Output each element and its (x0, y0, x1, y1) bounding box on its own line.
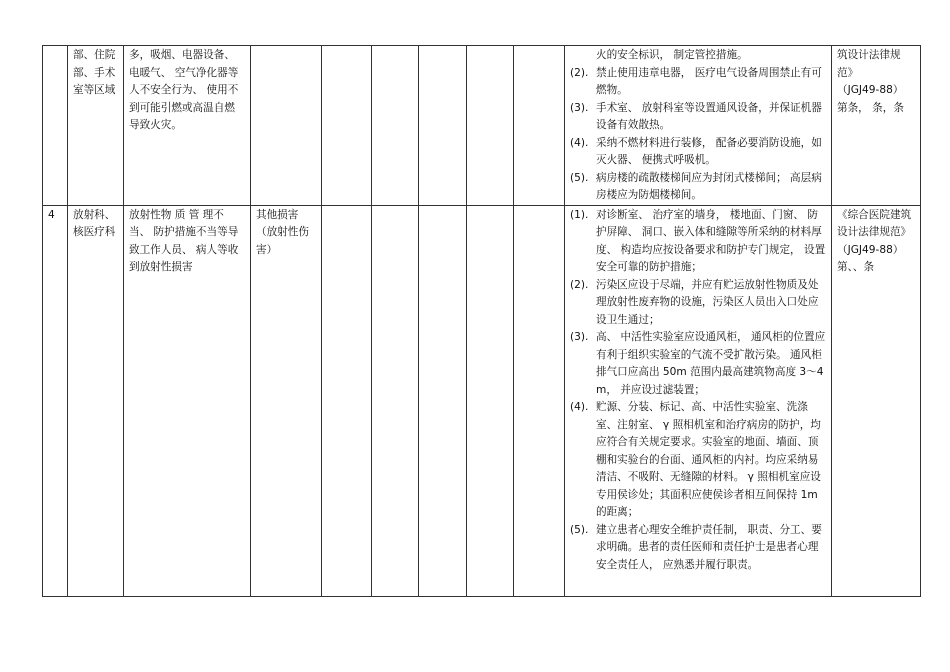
measure-text: 病房楼的疏散楼梯间应为封闭式楼梯间； 高层病房楼应为防烟楼梯间。 (596, 171, 822, 201)
measure-list (570, 207, 826, 575)
basis-line: 《综合医院建筑设计法律规范》 (837, 208, 912, 238)
rating-cell (419, 46, 467, 206)
row-number-cell (43, 46, 68, 206)
measures-cell (565, 205, 832, 596)
risk-assessment-table (42, 45, 921, 597)
measure-item (570, 207, 826, 277)
rating-cell (372, 205, 419, 596)
measure-text: 建立患者心理安全维护责任制， 职责、分工、要求明确。患者的责任医师和责任护士是患者心理安全责任人， 应熟悉并履行职责。 (596, 523, 822, 571)
harm-cell: 其他损害（放射性伤害） (251, 205, 322, 596)
measure-item (570, 100, 826, 135)
rating-cell (419, 205, 467, 596)
table-row (43, 205, 921, 596)
measure-number: (4). (570, 401, 589, 413)
rating-cell (322, 46, 372, 206)
rating-cell (322, 205, 372, 596)
measure-text: 禁止使用违章电器， 医疗电气设备周围禁止有可燃物。 (596, 66, 822, 96)
measure-item (570, 329, 826, 399)
measure-item (570, 170, 826, 205)
row-number-cell: 4 (43, 205, 68, 596)
measure-text: 采纳不燃材料进行装修， 配备必要消防设施，如灭火器、 便携式呼吸机。 (596, 136, 822, 166)
measure-number: (2). (570, 66, 589, 79)
measures-cell (565, 46, 832, 206)
location-cell: 部、住院部、手术室等区域 (68, 46, 124, 206)
measure-text: 贮源、分装、标记、高、中活性实验室、洗涤室、注射室、 γ 照相机室和治疗病房的防护，均应符合有关规定要求。实验室的地面、墙面、顶棚和实验台的台面、通风柜的内衬。均应采纳易清洁、不吸附、无缝隙的材料。 γ 照相机室应设专用侯诊处；其面积应使侯诊者相互间保持 1m 的距离； (596, 401, 821, 518)
level-cell (514, 205, 565, 596)
measure-number: (3). (570, 101, 589, 114)
rating-cell (467, 205, 514, 596)
basis-line: 筑设计法律规范》 (837, 49, 901, 79)
measure-number: (5). (570, 523, 589, 536)
measure-item (570, 399, 826, 522)
measure-text: 高、 中活性实验室应设通风柜， 通风柜的位置应有利于组织实验室的气流不受扩散污染。 通风柜排气口应高出 50m 范围内最高建筑物高度 3～4m， 并应设过滤装置； (596, 331, 826, 396)
harm-cell (251, 46, 322, 206)
measure-continuation: 火的安全标识， 制定管控措施。 (596, 49, 748, 61)
basis-line: （JGJ49-88） (837, 84, 904, 96)
measure-number: (4). (570, 136, 589, 149)
measure-text: 污染区应设于尽端，并应有贮运放射性物质及处理放射性废弃物的设施，污染区人员出入口处应设卫生通过； (596, 278, 819, 326)
rating-cell (467, 46, 514, 206)
basis-cell (832, 46, 921, 206)
basis-cell (832, 205, 921, 596)
measure-item (570, 65, 826, 100)
cause-cell: 多，吸烟、电器设备、电暖气、 空气净化器等人不安全行为、 使用不到可能引燃或高温自燃导致火灾。 (124, 46, 251, 206)
basis-text (837, 207, 915, 277)
cause-cell: 放射性物 质 管 理不当、 防护措施不当等导致工作人员、 病人等收到放射性损害 (124, 205, 251, 596)
basis-line: 第条， 条，条 (837, 101, 904, 114)
measure-number: (5). (570, 171, 589, 184)
measure-number: (3). (570, 331, 589, 343)
basis-line: 第、、条 (837, 261, 875, 273)
table-row (43, 46, 921, 206)
basis-text (837, 47, 915, 117)
rating-cell (372, 46, 419, 206)
measure-list (570, 65, 826, 205)
measure-number: (1). (570, 208, 589, 221)
measure-text: 对诊断室、 治疗室的墙身， 楼地面、门窗、 防护屏障、 洞口、嵌入体和缝隙等所采纳的材料厚度、 构造均应按设备要求和防护专门规定， 设置安全可靠的防护措施； (596, 208, 826, 273)
measure-item (570, 277, 826, 330)
measure-item (570, 522, 826, 575)
level-cell (514, 46, 565, 206)
measure-number: (2). (570, 278, 589, 291)
location-cell: 放射科、核医疗科 (68, 205, 124, 596)
measure-item (570, 135, 826, 170)
basis-line: （JGJ49-88） (837, 243, 904, 256)
measure-text: 手术室、 放射科室等设置通风设备，并保证机器设备有效散热。 (596, 101, 822, 131)
